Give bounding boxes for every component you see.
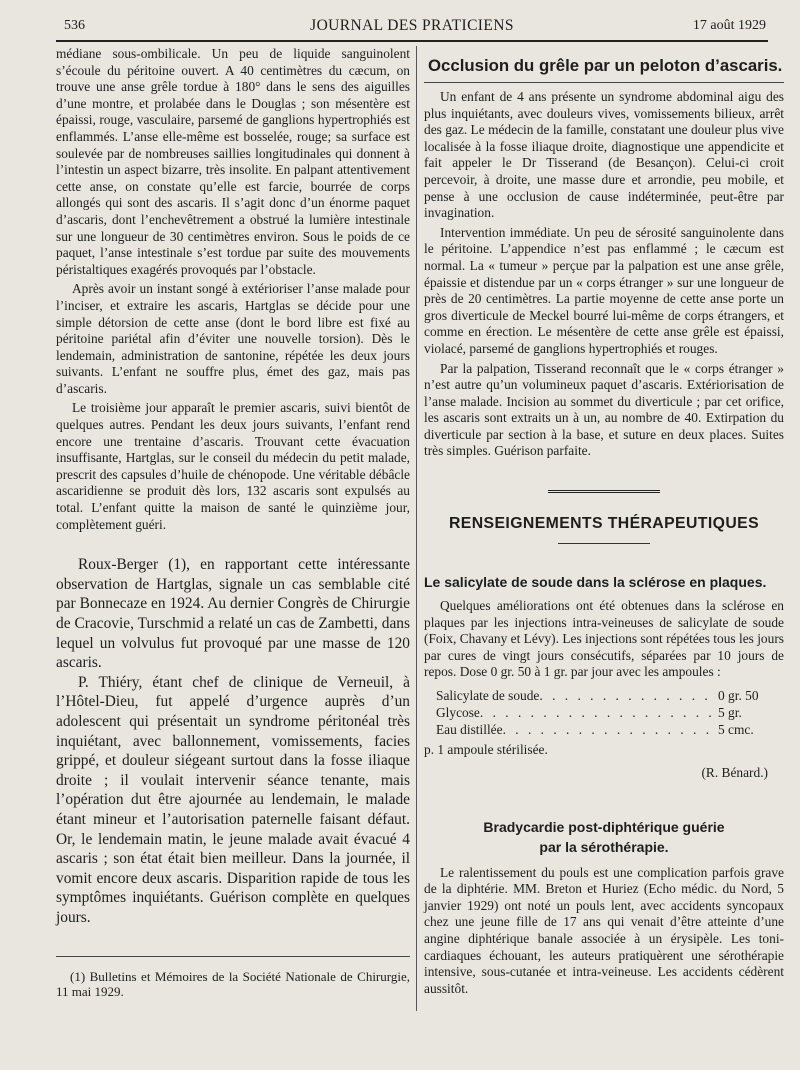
prescription-row: Glycose . . . 5 gr. bbox=[436, 704, 784, 721]
page-number: 536 bbox=[64, 18, 85, 33]
prescription-row: Eau distillée . . . 5 cmc. bbox=[436, 721, 784, 738]
prescription bbox=[436, 687, 784, 738]
paragraph: Par la palpation, Tisserand reconnaît que le « corps étranger » n’est autre qu’un volumineux paquet d’ascaris. Extériorisation de l’anse malade. Incision au sommet du diverticule ; par cet orifice, les ascaris sont extraits un à un, au nombre de 40. Extirpation du diverticule par section à la base, et suture en deux places. Suites très simples. Guérison parfaite. bbox=[424, 360, 784, 459]
journal-title: JOURNAL DES PRATICIENS bbox=[310, 17, 514, 34]
paragraph: Un enfant de 4 ans présente un syndrome abdominal aigu des plus inquiétants, avec douleurs vives, vomissements bilieux, arrêt des gaz. Le médecin de la famille, constatant une douleur plus vive localisée à la fosse iliaque droite, diagnostique une appendicite et fait appeler le Dr Tisserand (de Besançon). Celui-ci croit percevoir, à droite, une masse dure et arrondie, peu mobile, et pense à une occlusion de cause indéterminée, peut-être par invagination. bbox=[424, 89, 784, 221]
paragraph: Quelques améliorations ont été obtenues dans la sclérose en plaques par les injections intra-veineuses de salicylate de soude (Foix, Chavany et Lévy). Les injections sont répétées tous les jours par cures de vingt jours consécutifs, séparées par 10 jours de repos. Dose 0 gr. 50 à 1 gr. par jour avec les ampoules : bbox=[424, 598, 784, 680]
article-title: Occlusion du grêle par un peloton d’ascaris. bbox=[424, 46, 784, 83]
right-column bbox=[424, 46, 784, 997]
footnote-rule bbox=[56, 956, 410, 957]
section-separator bbox=[548, 490, 660, 493]
paragraph: Après avoir un instant songé à extérioriser l’anse malade pour l’inciser, et extraire les ascaris, Hartglas se décide pour une simple détorsion de cette anse (dont le bord libre est fixé au péritoine pariétal afin d’éviter une nouvelle torsion). Dès le lendemain, administration de santonine, répétée les deux jours suivants. L’enfant ne souffre plus, émet des gaz, mais pas d’ascaris. bbox=[56, 281, 410, 396]
paragraph: P. Thiéry, étant chef de clinique de Verneuil, à l’Hôtel-Dieu, fut appelé d’urgence auprès d’un adolescent qui présentait un syndrome péritonéal très inquiétant, avec ballonnement, vomissements, facies grippé, et douleur siégeant surtout dans la fosse iliaque droite ; il voulait intervenir séance tenante, mais l’opération dut être ajournée au lendemain, le malade étant mineur et l’autorisation paternelle faisant défaut. Or, le lendemain matin, le jeune malade avait évacué 4 ascaris ; son état était bien meilleur. Dans la journée, il vomit encore deux ascaris. Disparition rapide de tous les symptômes inquiétants. Guérison complète en quelques jours. bbox=[56, 673, 410, 926]
paragraph: Le troisième jour apparaît le premier ascaris, suivi bientôt de quelques autres. Pendant les deux jours suivants, l’enfant rend encore une trentaine d’ascaris. Trouvant cette évacuation insuffisante, Hartglas, sur le conseil du médecin du petit malade, prescrit des capsules d’huile de chénopode. Une véritable débâcle ascaridienne se produit dès lors, 132 ascaris sont expulsés au total. L’enfant quitte la maison de santé le quinzième jour, complètement guéri. bbox=[56, 400, 410, 532]
page-header bbox=[56, 16, 768, 42]
prescription-row: Salicylate de soude . . . 0 gr. 50 bbox=[436, 687, 784, 704]
author-signature: (R. Bénard.) bbox=[701, 764, 768, 780]
section-heading: RENSEIGNEMENTS THÉRAPEUTIQUES bbox=[448, 515, 760, 533]
paragraph: Le ralentissement du pouls est une complication parfois grave de la diphtérie. MM. Breton et Huriez (Echo médic. du Nord, 5 janvier 1929) ont noté un pouls lent, avec accidents syncopaux chez une jeune fille de 17 ans qui venait d’être atteinte d’une angine diphtérique banale associée à un érysipèle. Les toni-cardiaques échouant, les auteurs pratiquèrent une sérothérapie intensive, sous-cutanée et intra-veineuse. Les accidents cédèrent aussitôt. bbox=[424, 864, 784, 996]
prescription-note: p. 1 ampoule stérilisée. bbox=[424, 742, 548, 758]
heading-underline bbox=[558, 543, 650, 544]
paragraph: Intervention immédiate. Un peu de sérosité sanguinolente dans le péritoine. L’appendice n’est pas enflammé ; le cæcum est normal. La « tumeur » perçue par la palpation est une anse grêle, épaissie et distendue par un « corps étranger » sur une longueur de près de 20 centimètres. La partie moyenne de cette anse porte un gros diverticule de Meckel bourré lui-même de corps étrangers, et comme en érection. Le mésentère de cette anse grêle est épaissi, violacé, parsemé de ganglions hypertrophiés et rouges. bbox=[424, 224, 784, 356]
subsection-title: Le salicylate de soude dans la sclérose en plaques. bbox=[424, 574, 767, 591]
paragraph: médiane sous-ombilicale. Un peu de liquide sanguinolent s’écoule du péritoine ouvert. A 40 centimètres du cæcum, on trouve une anse grêle tordue à 180° dans le sens des aiguilles d’une montre, et prolabée dans le Douglas ; son mésentère est épaissi, rouge, vasculaire, parsemé de ganglions hypertrophiés est enflammés. L’anse elle-même est bosselée, rouge; sa surface est soulevée par de nombreuses saillies longitudinales qui donnent à l’intestin un aspect bizarre, très insolite. En palpant attentivement cette anse, on constate qu’elle est farcie, bourrée de corps allongés qui sont des ascaris. Il s’agit donc d’un énorme paquet d’ascaris, dont l’enchevêtrement a obstrué la lumière intestinale sur une longueur de 30 centimètres environ. Sous le poids de ce paquet, l’anse intestinale s’est tordue par suite des mouvements péristaltiques exagérés provoqués par l’obstacle. bbox=[56, 46, 410, 277]
footnote: (1) Bulletins et Mémoires de la Société Nationale de Chirurgie, 11 mai 1929. bbox=[56, 968, 410, 999]
subsection-title: Bradycardie post-diphtérique guérie par la sérothérapie. bbox=[483, 818, 725, 855]
issue-date: 17 août 1929 bbox=[692, 18, 766, 33]
paragraph: Roux-Berger (1), en rapportant cette intéressante observation de Hartglas, signale un cas semblable cité par Bonnecaze en 1924. Au dernier Congrès de Chirurgie de Cracovie, Turschmid a relaté un cas de Zambetti, dans lequel un volvulus fut provoqué par une masse de 120 ascaris. bbox=[56, 556, 410, 672]
left-column bbox=[56, 46, 410, 1000]
column-divider bbox=[416, 46, 417, 1011]
